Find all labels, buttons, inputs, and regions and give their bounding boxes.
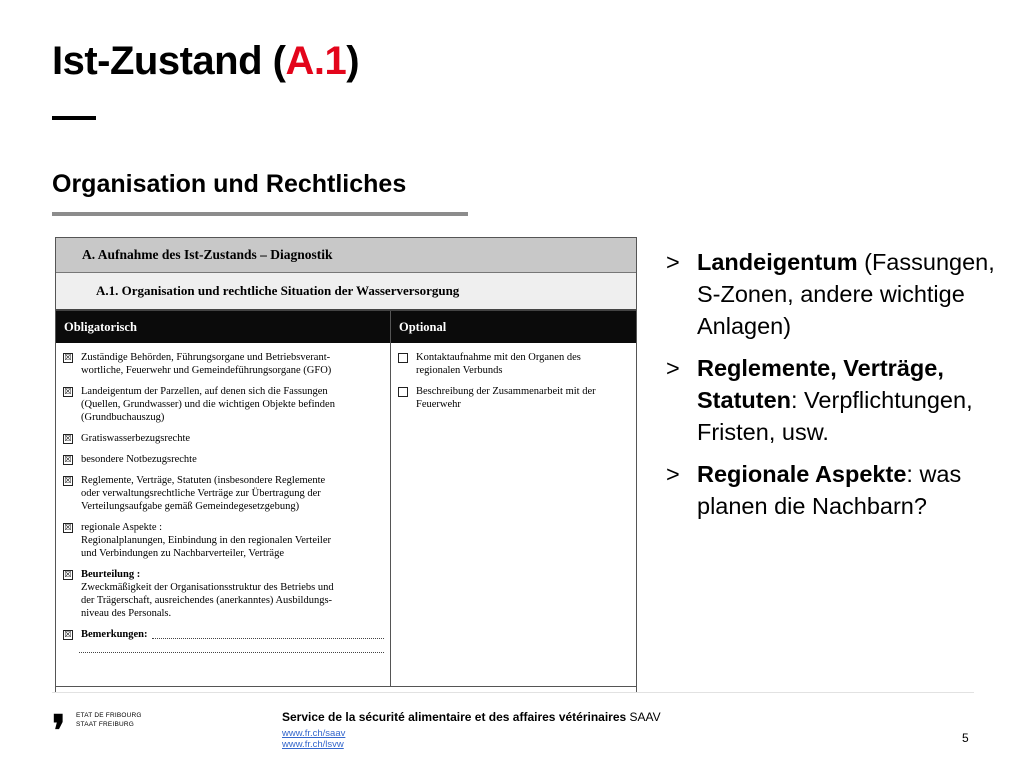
left-item-line: Gratiswasserbezugsrechte <box>81 433 191 444</box>
left-item-line: Reglemente, Verträge, Statuten (insbesondere Reglemente <box>81 475 326 486</box>
obligatorisch-column <box>56 343 391 693</box>
left-item-line: regionale Aspekte : <box>81 522 163 533</box>
left-item-line: besondere Notbezugsrechte <box>81 454 197 465</box>
bullet-list <box>666 246 1016 532</box>
checked-box-icon: ☒ <box>64 387 72 396</box>
optional-column <box>391 343 636 693</box>
left-item-text <box>81 568 384 620</box>
bullet-item <box>666 458 1016 522</box>
checked-box-icon: ☒ <box>64 476 72 485</box>
form-section-header: A. Aufnahme des Ist-Zustands – Diagnostik <box>56 238 636 273</box>
left-item-line: Zweckmäßigkeit der Organisationsstruktur des Betriebs und <box>81 582 334 593</box>
title-suffix: ) <box>346 39 360 83</box>
bullet-item <box>666 246 1016 342</box>
remarks-dotted-line <box>152 628 385 639</box>
remarks-label: Bemerkungen: <box>81 629 148 640</box>
footer-links <box>282 728 345 750</box>
left-item-text <box>81 453 384 466</box>
bullet-text: : was planen die Nachbarn? <box>697 461 962 519</box>
left-item-line: Beurteilung : <box>81 569 141 580</box>
empty-box-icon <box>398 387 408 397</box>
left-item <box>63 351 384 377</box>
left-item-line: (Grundbuchauszug) <box>81 412 165 423</box>
remarks-row <box>63 628 384 641</box>
left-item-line: niveau des Personals. <box>81 608 172 619</box>
footer-divider <box>52 692 974 693</box>
checked-box-icon: ☒ <box>64 523 72 532</box>
empty-box-icon <box>398 353 408 363</box>
service-name-bold: Service de la sécurité alimentaire et des affaires vétérinaires <box>282 710 627 724</box>
left-item-line: (Quellen, Grundwasser) und die wichtigen Objekte befinden <box>81 399 335 410</box>
logo-line-fr: ETAT DE FRIBOURG <box>76 712 142 719</box>
slide-subtitle: Organisation und Rechtliches <box>52 170 407 198</box>
left-item-line: oder verwaltungsrechtliche Verträge zur Übertragung der <box>81 488 321 499</box>
obligatorisch-header: Obligatorisch <box>56 311 391 343</box>
right-item-line: Beschreibung der Zusammenarbeit mit der <box>416 386 596 397</box>
left-item-text <box>81 351 384 377</box>
bullet-text: : Verpflichtungen, Fristen, usw. <box>697 387 973 445</box>
bullet-arrow-icon: > <box>666 461 680 487</box>
right-item-line: Kontaktaufnahme mit den Organen des <box>416 352 581 363</box>
checked-box-icon: ☒ <box>64 570 72 579</box>
left-item-line: Zuständige Behörden, Führungsorgane und Betriebsverant- <box>81 352 331 363</box>
scanned-form-image <box>55 237 637 693</box>
left-item-line: der Trägerschaft, ausreichendes (anerkanntes) Ausbildungs- <box>81 595 333 606</box>
title-prefix: Ist-Zustand ( <box>52 39 286 83</box>
fribourg-logo-text <box>76 712 142 729</box>
right-item-text <box>416 385 630 411</box>
remarks-dotted-line <box>79 651 384 653</box>
form-body <box>56 343 636 693</box>
right-item-line: regionalen Verbunds <box>416 365 503 376</box>
bullet-keyword: Regionale Aspekte <box>697 461 907 487</box>
right-item-line: Feuerwehr <box>416 399 461 410</box>
slide-title <box>52 38 359 84</box>
footer-service-name <box>282 710 661 724</box>
left-item-line: Regionalplanungen, Einbindung in den regionalen Verteiler <box>81 535 331 546</box>
left-item-text <box>81 385 384 424</box>
right-item <box>398 385 630 411</box>
left-item <box>63 474 384 513</box>
left-item-text <box>81 432 384 445</box>
left-item-text <box>81 474 384 513</box>
checked-box-icon: ☒ <box>64 434 72 443</box>
bullet-item <box>666 352 1016 448</box>
left-item <box>63 432 384 445</box>
fribourg-logo <box>52 706 162 755</box>
left-item-text <box>81 521 384 560</box>
left-item-line: Verteilungsaufgabe gemäß Gemeindegesetzgebung) <box>81 501 300 512</box>
bullet-keyword: Reglemente, Verträge, Statuten <box>697 355 944 413</box>
checked-box-icon: ☒ <box>64 455 72 464</box>
link-saav[interactable]: www.fr.ch/saav <box>282 728 346 739</box>
title-accent: A.1 <box>285 39 347 83</box>
form-subsection-header: A.1. Organisation und rechtliche Situation der Wasserversorgung <box>56 273 636 311</box>
page-number: 5 <box>962 731 969 745</box>
left-item <box>63 521 384 560</box>
checked-box-icon: ☒ <box>64 630 72 639</box>
form-column-headers <box>56 311 636 343</box>
left-item <box>63 385 384 424</box>
bullet-keyword: Landeigentum <box>697 249 858 275</box>
left-item <box>63 568 384 620</box>
optional-header: Optional <box>399 320 447 334</box>
left-item-line: und Verbindungen zu Nachbarverteiler, Verträge <box>81 548 284 559</box>
bullet-text: (Fassungen, S-Zonen, andere wichtige Anlagen) <box>697 249 995 339</box>
bullet-arrow-icon: > <box>666 355 680 381</box>
link-lsvw[interactable]: www.fr.ch/lsvw <box>282 739 344 750</box>
fribourg-logo-mark: ❜ <box>52 706 66 755</box>
left-item <box>63 453 384 466</box>
checked-box-icon: ☒ <box>64 353 72 362</box>
service-abbr: SAAV <box>626 710 661 724</box>
left-item-line: wortliche, Feuerwehr und Gemeindeführungsorgane (GFO) <box>81 365 332 376</box>
right-item <box>398 351 630 377</box>
left-item-line: Landeigentum der Parzellen, auf denen sich die Fassungen <box>81 386 328 397</box>
logo-line-de: STAAT FREIBURG <box>76 720 135 728</box>
subtitle-underline <box>52 212 468 216</box>
title-dash <box>52 116 96 120</box>
right-item-text <box>416 351 630 377</box>
bullet-arrow-icon: > <box>666 249 680 275</box>
